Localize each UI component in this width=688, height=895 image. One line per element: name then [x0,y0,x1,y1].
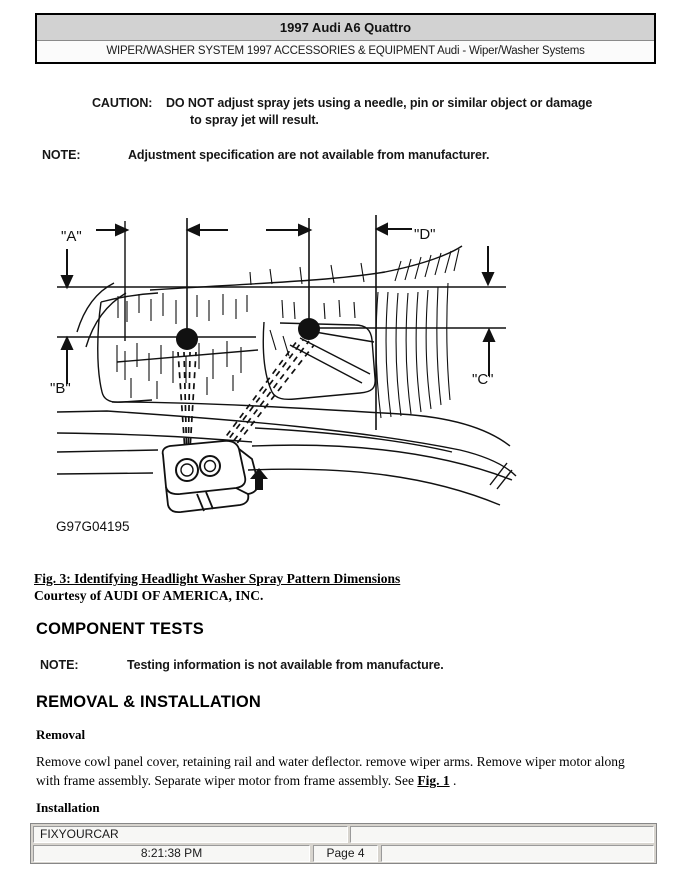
status-time: 8:21:38 PM [33,845,310,862]
figure-courtesy: Courtesy of AUDI OF AMERICA, INC. [34,588,264,603]
dimension-label-a: "A" [61,228,82,245]
note2-text: Testing information is not available from manufacture. [127,658,444,672]
caution-label: CAUTION: [92,96,153,110]
washer-nozzle-assembly [163,441,258,512]
note1-text: Adjustment specification are not available from manufacturer. [128,148,490,162]
status-panel-empty-bottom [381,845,654,862]
removal-paragraph-line2 [36,771,654,790]
subheading-removal: Removal [36,727,86,742]
nozzle-pointer-arrow-icon [250,468,268,490]
removal-paragraph [36,752,654,790]
figure-caption-link[interactable]: Fig. 3: Identifying Headlight Washer Spray Pattern Dimensions [34,571,401,586]
caution-text-line2: to spray jet will result. [190,113,319,127]
dimension-label-b: "B" [50,380,71,397]
removal-paragraph-line2-text: with frame assembly. Separate wiper motor from frame assembly. See [36,773,418,788]
caution-text-line1: DO NOT adjust spray jets using a needle, pin or similar object or damage [166,96,593,110]
status-panel-empty-top [350,826,654,843]
dimension-label-c: "C" [472,371,494,388]
removal-paragraph-after-link: . [449,773,457,788]
note2-label: NOTE: [40,658,79,672]
subheading-installation: Installation [36,800,100,815]
heading-removal-installation: REMOVAL & INSTALLATION [36,693,261,711]
page-title: 1997 Audi A6 Quattro [37,15,654,41]
removal-paragraph-line1: Remove cowl panel cover, retaining rail and water deflector. remove wiper arms. Remove wiper motor along [36,754,625,769]
hatching [117,249,459,418]
figure-id: G97G04195 [56,519,130,534]
status-app-name: FIXYOURCAR [33,826,348,843]
heading-component-tests: COMPONENT TESTS [36,620,205,638]
status-page-number: Page 4 [313,845,378,862]
dimension-label-d: "D" [414,226,436,243]
note1-label: NOTE: [42,148,81,162]
page-subtitle: WIPER/WASHER SYSTEM 1997 ACCESSORIES & EQUIPMENT Audi - Wiper/Washer Systems [37,41,654,62]
status-bar [30,823,657,864]
fig1-link[interactable]: Fig. 1 [417,773,450,788]
